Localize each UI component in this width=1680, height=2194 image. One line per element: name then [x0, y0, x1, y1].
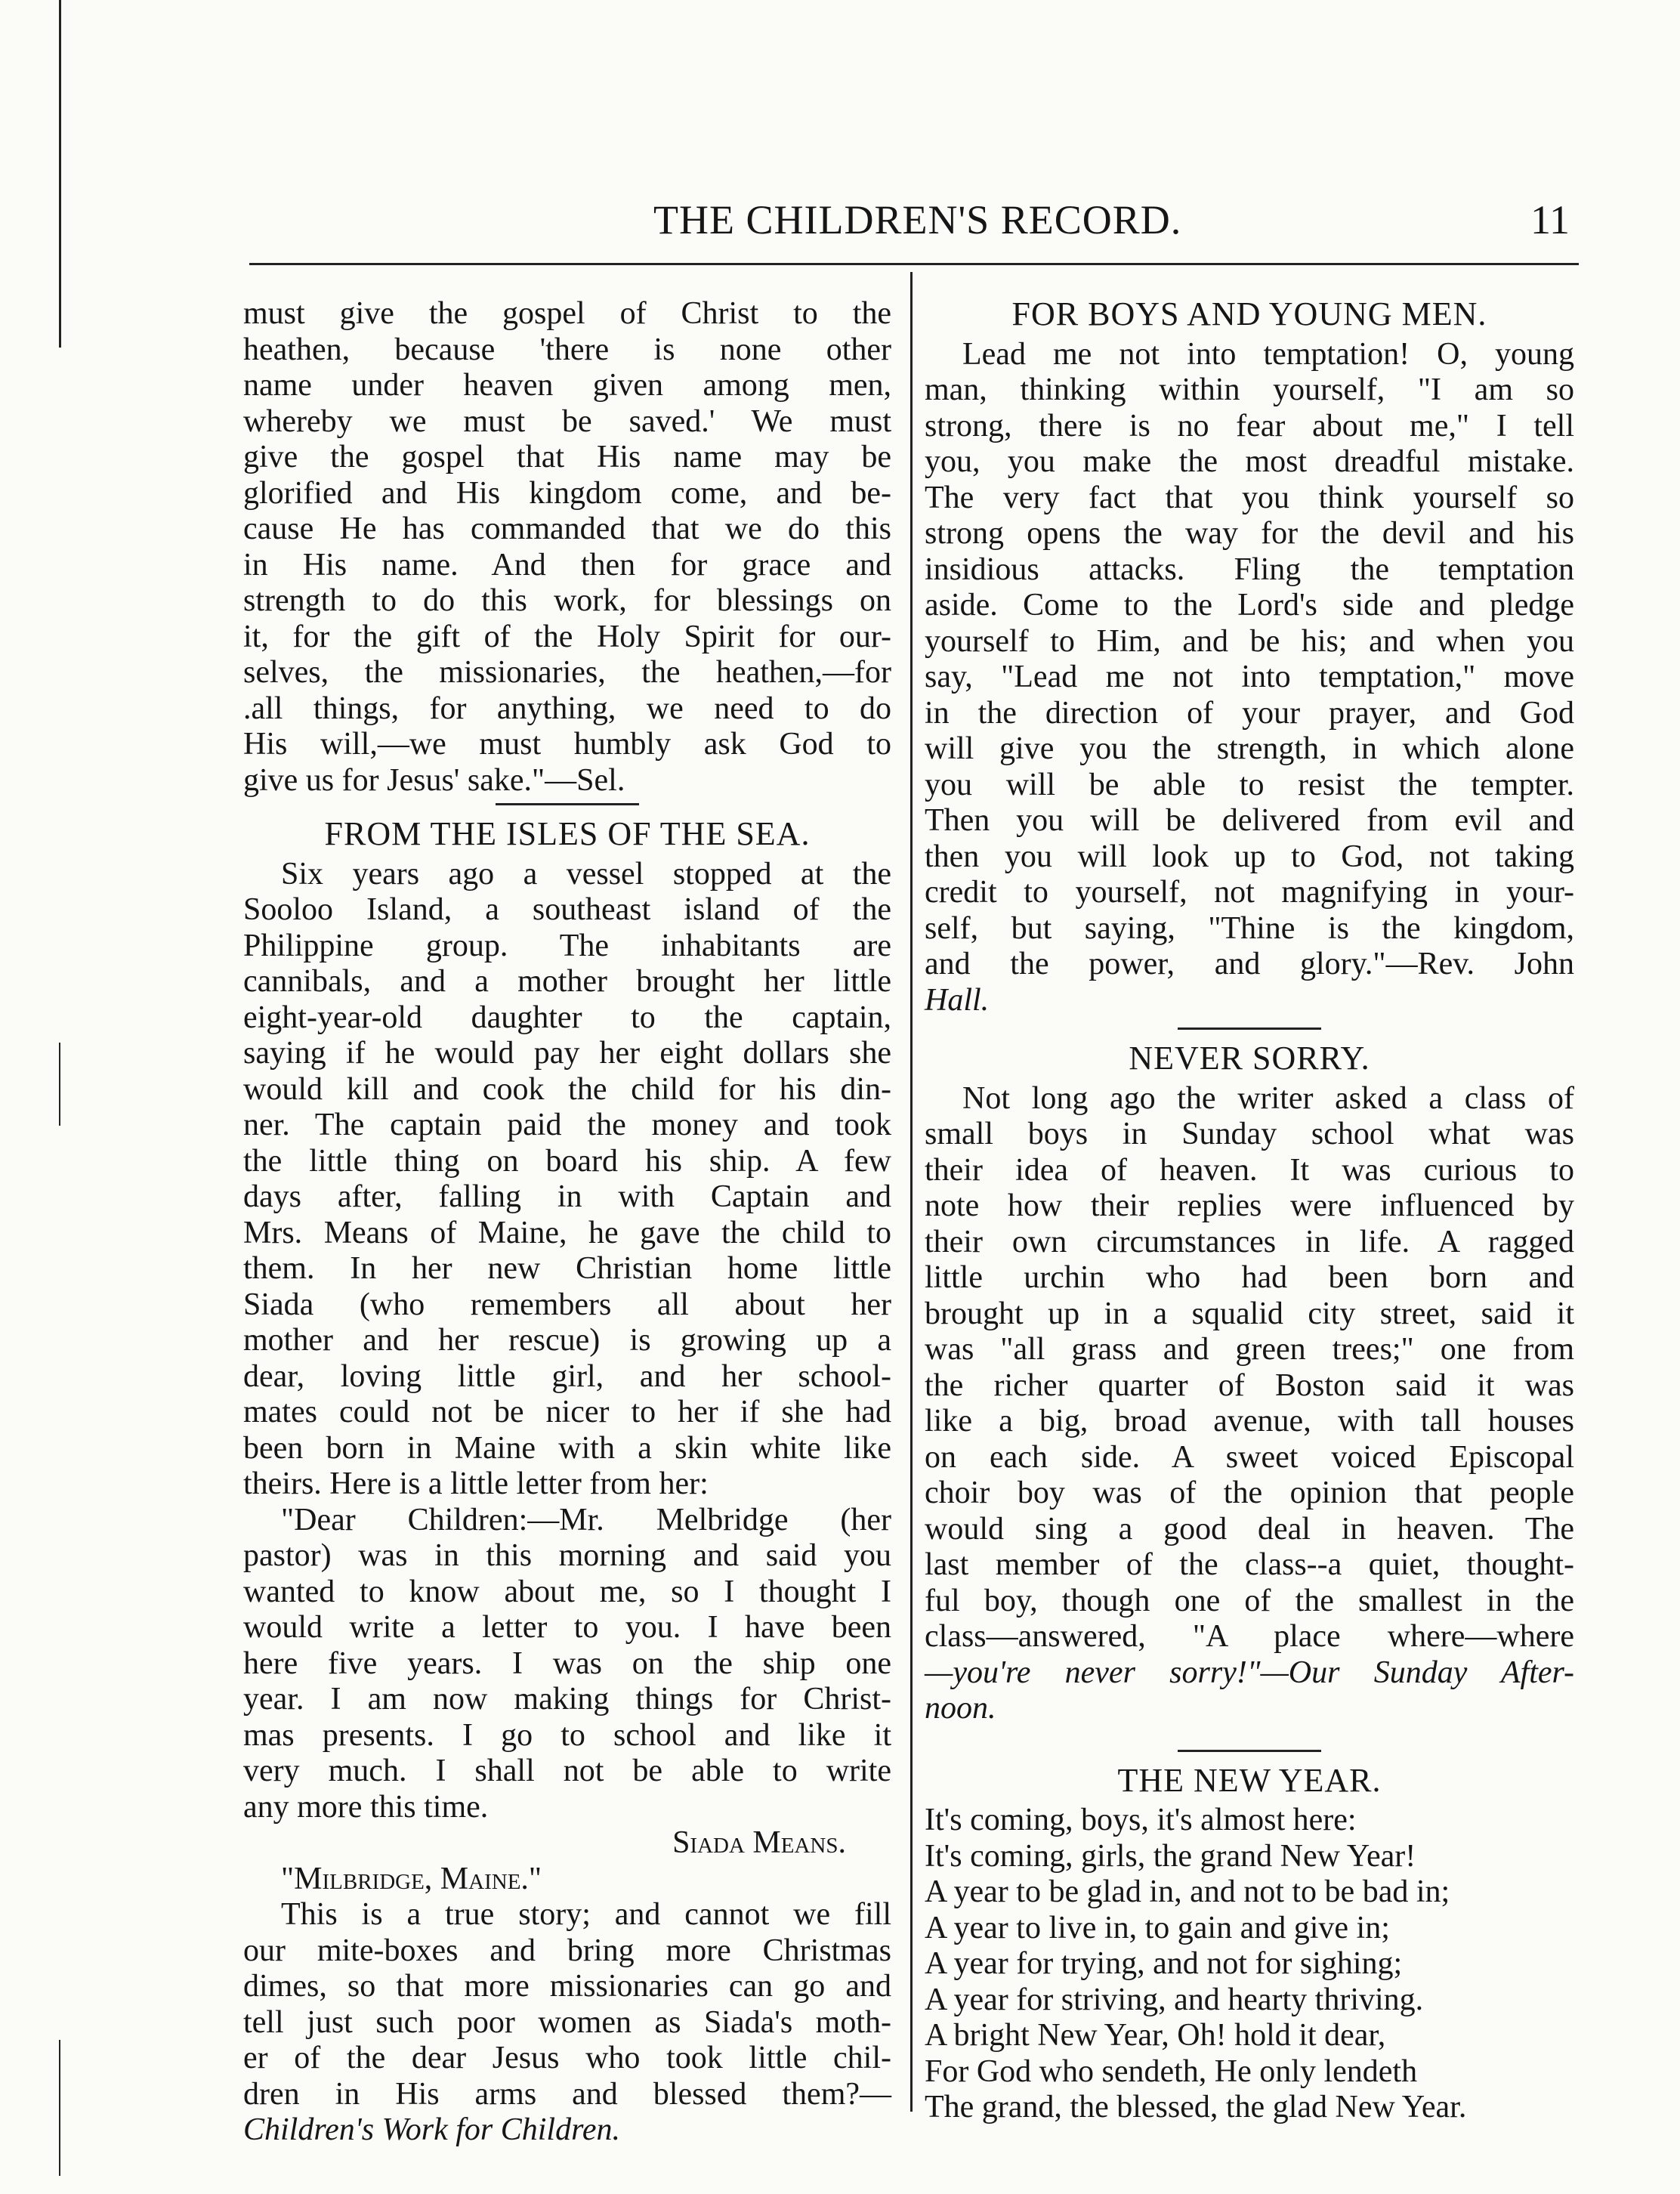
text-line: very much. I shall not be able to write: [243, 1754, 891, 1788]
text-line: His will,—we must humbly ask God to: [243, 727, 891, 762]
text-line: it, for the gift of the Holy Spirit for our-: [243, 619, 891, 654]
text-line: This is a true story; and cannot we fill: [281, 1897, 891, 1932]
text-line: on each side. A sweet voiced Episcopal: [925, 1439, 1574, 1475]
text-line: their idea of heaven. It was curious to: [925, 1152, 1574, 1188]
text-line: will give you the strength, in which alone: [925, 731, 1574, 766]
new-year-heading: THE NEW YEAR.: [1117, 1761, 1382, 1799]
text-line: their own circumstances in life. A ragged: [925, 1224, 1574, 1259]
text-line: A year for striving, and hearty thriving.: [925, 1982, 1424, 2017]
text-line: dren in His arms and blessed them?—: [243, 2076, 891, 2112]
text-line: last member of the class--a quiet, thought-: [925, 1547, 1574, 1582]
text-line: Mrs. Means of Maine, he gave the child to: [243, 1215, 891, 1250]
never-sorry-article: [925, 1081, 1574, 1655]
section-rule: [1178, 1027, 1321, 1030]
text-line: pastor) was in this morning and said you: [243, 1538, 891, 1573]
text-line: yourself to Him, and be his; and when you: [925, 623, 1574, 659]
text-line: Then you will be delivered from evil and: [925, 803, 1574, 838]
text-line: in His name. And then for grace and: [243, 547, 891, 582]
text-line: A year to live in, to gain and give in;: [925, 1910, 1390, 1945]
text-line: them. In her new Christian home little: [243, 1251, 891, 1286]
never-sorry-source: —you're never sorry!"—Our Sunday After-: [925, 1655, 1574, 1690]
text-line: tell just such poor women as Siada's moth-: [243, 2004, 891, 2040]
text-line: mates could not be nicer to her if she had: [243, 1395, 891, 1429]
text-line: been born in Maine with a skin white like: [243, 1430, 891, 1466]
letter-text: [243, 1503, 891, 1826]
text-line: Philippine group. The inhabitants are: [243, 928, 891, 963]
text-line: A year for trying, and not for sighing;: [925, 1946, 1403, 1981]
text-line: give the gospel that His name may be: [243, 440, 891, 474]
letter-place: "Milbridge, Maine.": [281, 1861, 542, 1896]
text-line: strength to do this work, for blessings on: [243, 583, 891, 618]
isles-heading: FROM THE ISLES OF THE SEA.: [324, 815, 811, 852]
section-rule: [1178, 1750, 1321, 1752]
text-line: must give the gospel of Christ to the: [243, 296, 891, 331]
text-line: cannibals, and a mother brought her little: [243, 964, 891, 999]
text-line: A year to be glad in, and not to be bad in;: [925, 1874, 1450, 1909]
boys-heading: FOR BOYS AND YOUNG MEN.: [1011, 295, 1487, 332]
text-line: would write a letter to you. I have been: [243, 1610, 891, 1645]
text-line: year. I am now making things for Christ-: [243, 1682, 891, 1717]
text-line: self, but saying, "Thine is the kingdom,: [925, 910, 1574, 946]
text-line: mother and her rescue) is growing up a: [243, 1323, 891, 1358]
text-line: A bright New Year, Oh! hold it dear,: [925, 2018, 1386, 2053]
text-line: you, you make the most dreadful mistake.: [925, 444, 1574, 479]
text-line: dimes, so that more missionaries can go and: [243, 1969, 891, 2004]
never-sorry-source-end: noon.: [925, 1691, 996, 1726]
text-line: name under heaven given among men,: [243, 368, 891, 403]
text-line: in the direction of your prayer, and God: [925, 695, 1574, 731]
text-line: the richer quarter of Boston said it was: [925, 1367, 1574, 1403]
section-rule: [496, 803, 639, 805]
text-line: saying if he would pay her eight dollars she: [243, 1036, 891, 1071]
page-number: 11: [1530, 197, 1570, 243]
text-line: then you will look up to God, not taking: [925, 839, 1574, 874]
text-line: The very fact that you think yourself so: [925, 480, 1574, 515]
text-line: For God who sendeth, He only lendeth: [925, 2053, 1418, 2089]
text-line: cause He has commanded that we do this: [243, 511, 891, 546]
new-year-poem: [925, 1803, 1574, 2126]
page-edge-line: [59, 0, 61, 348]
left-column: [243, 296, 891, 2149]
closing-source: Children's Work for Children.: [243, 2112, 621, 2147]
text-line: strong opens the way for the devil and his: [925, 516, 1574, 551]
text-line: .all things, for anything, we need to do: [243, 691, 891, 726]
text-line: small boys in Sunday school what was: [925, 1117, 1574, 1151]
text-line: whereby we must be saved.' We must: [243, 403, 891, 439]
text-line: credit to yourself, not magnifying in your-: [925, 875, 1574, 910]
text-line: selves, the missionaries, the heathen,—for: [243, 655, 891, 690]
text-line: "Dear Children:—Mr. Melbridge (her: [281, 1502, 891, 1537]
text-line: our mite-boxes and bring more Christmas: [243, 1933, 891, 1968]
text-line: wanted to know about me, so I thought I: [243, 1574, 891, 1609]
text-line: brought up in a squalid city street, said it: [925, 1296, 1574, 1331]
closing-paragraph: [243, 1897, 891, 2112]
text-line: er of the dear Jesus who took little chil-: [243, 2041, 891, 2075]
text-line: dear, loving little girl, and her school-: [243, 1358, 891, 1394]
text-line: Six years ago a vessel stopped at the: [281, 856, 891, 892]
isles-article: [243, 857, 891, 1503]
publication-title: THE CHILDREN'S RECORD.: [653, 197, 1182, 243]
text-line: Lead me not into temptation! O, young: [962, 336, 1574, 372]
text-line: ful boy, though one of the smallest in the: [925, 1583, 1574, 1618]
text-line: class—answered, "A place where—where: [925, 1619, 1574, 1654]
text-line: days after, falling in with Captain and: [243, 1179, 891, 1214]
text-line: man, thinking within yourself, "I am so: [925, 372, 1574, 407]
text-line: ner. The captain paid the money and took: [243, 1108, 891, 1142]
text-line: note how their replies were influenced by: [925, 1188, 1574, 1223]
text-line: say, "Lead me not into temptation," move: [925, 660, 1574, 694]
text-line: The grand, the blessed, the glad New Year.: [925, 2090, 1467, 2124]
text-line: any more this time.: [243, 1789, 489, 1825]
column-divider: [910, 272, 913, 2112]
text-line: strong, there is no fear about me," I tell: [925, 408, 1574, 443]
boys-article: [925, 337, 1574, 983]
text-line: and the power, and glory."—Rev. John: [925, 947, 1574, 981]
text-line: theirs. Here is a little letter from her:: [243, 1466, 709, 1501]
text-line: It's coming, boys, it's almost here:: [925, 1803, 1357, 1837]
text-line: choir boy was of the opinion that people: [925, 1476, 1574, 1510]
text-line: here five years. I was on the ship one: [243, 1645, 891, 1681]
right-column: [925, 296, 1574, 2126]
text-line: little urchin who had been born and: [925, 1260, 1574, 1295]
text-line: It's coming, girls, the grand New Year!: [925, 1838, 1416, 1874]
text-line: Not long ago the writer asked a class of: [962, 1080, 1574, 1116]
text-line: mas presents. I go to school and like it: [243, 1717, 891, 1753]
text-line: Sooloo Island, a southeast island of the: [243, 892, 891, 927]
continued-article: [243, 296, 891, 799]
text-line: give us for Jesus' sake."—Sel.: [243, 762, 625, 798]
never-sorry-heading: NEVER SORRY.: [1129, 1040, 1370, 1077]
text-line: glorified and His kingdom come, and be-: [243, 475, 891, 511]
text-line: insidious attacks. Fling the temptation: [925, 552, 1574, 587]
page-edge-line: [59, 1043, 60, 1126]
page-header: [249, 196, 1594, 249]
page-edge-line: [59, 2040, 60, 2176]
text-line: aside. Come to the Lord's side and pledge: [925, 588, 1574, 623]
header-rule: [249, 263, 1579, 265]
text-line: was "all grass and green trees;" one from: [925, 1332, 1574, 1367]
text-line: would sing a good deal in heaven. The: [925, 1511, 1574, 1547]
text-line: eight-year-old daughter to the captain,: [243, 1000, 891, 1035]
letter-signature: Siada Means.: [672, 1825, 846, 1860]
text-line: like a big, broad avenue, with tall houses: [925, 1404, 1574, 1438]
text-line: you will be able to resist the tempter.: [925, 767, 1574, 802]
text-line: the little thing on board his ship. A few: [243, 1143, 891, 1179]
text-line: Siada (who remembers all about her: [243, 1287, 891, 1322]
text-line: heathen, because 'there is none other: [243, 332, 891, 367]
text-line: would kill and cook the child for his din-: [243, 1071, 891, 1107]
boys-source-end: Hall.: [925, 982, 990, 1018]
